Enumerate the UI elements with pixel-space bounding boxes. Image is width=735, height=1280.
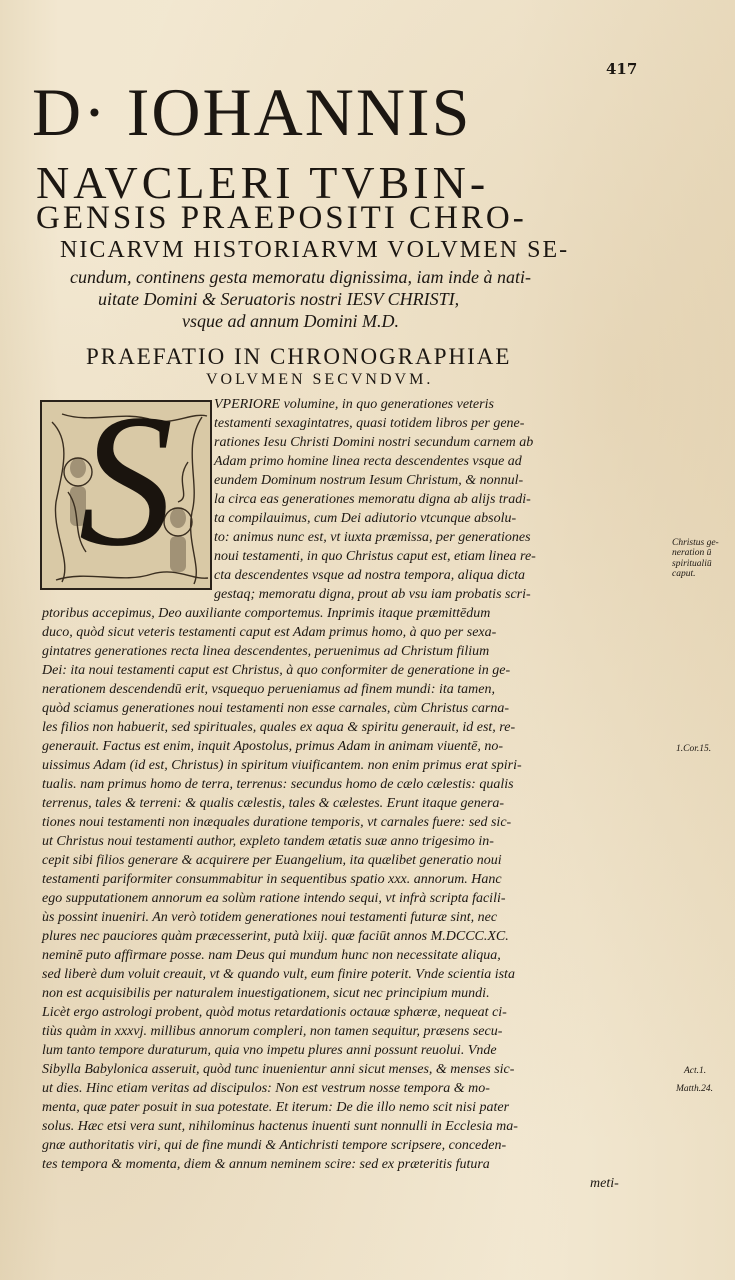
subtitle-line: vsque ad annum Domini M.D. <box>182 311 399 331</box>
margin-note-line: neration ū <box>672 548 712 559</box>
body-line: terrenus, tales & terreni: & qualis cælestis, tales & cælestes. Erunt itaque genera- <box>42 796 505 811</box>
body-line: sed liberè dum voluit creauit, vt & quando vult, eum finire poterit. Vnde scientia ista <box>42 967 515 982</box>
body-line: ùs possint inueniri. An verò totidem generationes noui testamenti futuræ sint, nec <box>42 910 498 925</box>
body-line: menta, quæ pater posuit in sua potestate. Et iterum: De die illo nemo scit nisi pater <box>42 1100 510 1115</box>
title-line-3: GENSIS PRAEPOSITI CHRO- <box>36 200 527 236</box>
body-line: ptoribus accepimus, Deo auxiliante comportemus. Inprimis itaque præmittēdum <box>42 606 491 621</box>
decorated-initial <box>40 400 212 590</box>
body-line: cta descendentes vsque ad nostra tempora, aliqua dicta <box>214 568 526 583</box>
margin-note-line: Act.1. <box>684 1066 707 1076</box>
body-line: la circa eas generationes memoratu digna ab alijs tradi- <box>214 492 531 507</box>
catchword: meti- <box>590 1176 619 1191</box>
body-line: ut dies. Hinc etiam veritas ad discipulos: Non est vestrum nosse tempora & mo- <box>42 1081 490 1096</box>
preface-heading: PRAEFATIO IN CHRONOGRAPHIAE <box>86 344 512 369</box>
title-line-4: NICARVM HISTORIARVM VOLVMEN SE- <box>60 237 570 263</box>
body-line: gintatres generationes recta linea descendentes, peruenimus ad Christum filium <box>42 644 490 659</box>
subtitle-line: uitate Domini & Seruatoris nostri IESV CHRISTI, <box>98 289 460 309</box>
body-line: quòd sciamus generationes noui testamenti non esse carnales, cùm Christus carna- <box>42 701 510 716</box>
body-line: Licèt ergo astrologi probent, quòd motus retardationis octauæ sphæræ, nequeat ci- <box>42 1005 507 1020</box>
body-line: testamenti sexagintatres, quasi totidem libros per gene- <box>214 416 525 431</box>
body-line: tiùs quàm in xxxvj. millibus annorum compleri, non tamen sequitur, præsens secu- <box>42 1024 503 1039</box>
title-line-1: D· IOHANNIS <box>32 74 472 150</box>
margin-note-line: Christus ge- <box>672 538 719 548</box>
margin-note-line: caput. <box>672 569 696 580</box>
body-line: generauit. Factus est enim, inquit Apostolus, primus Adam in animam viuentē, no- <box>42 739 504 754</box>
margin-note <box>684 1066 706 1076</box>
body-line: Sibylla Babylonica asseruit, quòd tunc inuenientur anni sicut menses, & menses sic- <box>42 1062 515 1077</box>
body-line: lum tanto tempore duraturum, quia vno impetu plures anni possunt reuolui. Vnde <box>42 1043 497 1058</box>
body-line: nerationem descendendū erit, vsquequo perueniamus ad finem mundi: ita tamen, <box>42 682 495 697</box>
subtitle-line: cundum, continens gesta memoratu dignissima, iam inde à nati- <box>70 267 531 287</box>
body-line: to: animus nunc est, vt iuxta præmissa, per generationes <box>214 530 531 545</box>
body-line: tes tempora & momenta, diem & annum neminem scire: sed ex præteritis futura <box>42 1157 490 1172</box>
body-line: plures nec pauciores quàm præcesserint, putà lxiij. quæ faciūt annos M.DCCC.XC. <box>42 929 509 944</box>
body-line: testamenti pariformiter consummabitur in sequentibus spatio xxx. annorum. Hanc <box>42 872 502 887</box>
page-number: 417 <box>606 60 638 78</box>
margin-note-line: spiritualiū <box>672 558 712 569</box>
body-line: noui testamenti, in quo Christus caput est, etiam linea re- <box>214 549 536 564</box>
body-line: Adam primo homine linea recta descendentes vsque ad <box>214 454 522 469</box>
body-line: duco, quòd sicut veteris testamenti caput est Adam primus homo, à quo per sexa- <box>42 625 497 640</box>
body-line: neminē puto affirmare posse. nam Deus qui mundum hunc non necessitate aliqua, <box>42 948 501 963</box>
body-line: ego supputationem annorum ea solùm ratione intendo sequi, vt infrà scripta facili- <box>42 891 506 906</box>
body-line: gnæ authoritatis viri, qui de fine mundi & Antichristi tempore scripsere, conceden- <box>42 1138 507 1153</box>
margin-note <box>676 1084 713 1094</box>
margin-note-line: 1.Cor.15. <box>676 744 712 754</box>
body-line: solus. Hæc etsi vera sunt, nihilominus hactenus inuenti sunt nonnulli in Ecclesia ma- <box>42 1119 518 1134</box>
preface-subheading: VOLVMEN SECVNDVM. <box>206 371 434 388</box>
title-line-2: NAVCLERI TVBIN- <box>36 157 490 208</box>
body-line: ta compilauimus, cum Dei adiutorio vtcunque absolu- <box>214 511 517 526</box>
body-line: VPERIORE volumine, in quo generationes veteris <box>214 397 494 412</box>
body-line: non est acquisibilis per naturalem inuestigationem, sicut nec principium mundi. <box>42 986 490 1001</box>
body-line: gestaq; memoratu digna, prout ab vsu iam probatis scri- <box>214 587 531 602</box>
body-line: ut Christus noui testamenti author, expleto tandem ætatis suæ anno trigesimo in- <box>42 834 494 849</box>
body-line: eundem Dominum nostrum Iesum Christum, & nonnul- <box>214 473 524 488</box>
margin-note <box>676 744 711 754</box>
margin-note <box>672 538 719 580</box>
body-line: tualis. nam primus homo de terra, terrenus: secundus homo de cælo cælestis: qualis <box>42 777 514 792</box>
body-line: Dei: ita noui testamenti caput est Christus, à quo conformiter de generatione in ge- <box>42 663 511 678</box>
body-line: tiones noui testamenti non inæquales duratione temporis, vt carnales fuere: sed sic- <box>42 815 512 830</box>
body-line: uissimus Adam (id est, Christus) in spiritum viuificantem. non enim primus erat spiri- <box>42 758 522 773</box>
body-line: cepit sibi filios generare & acquirere per Euangelium, ita quælibet generatio noui <box>42 853 502 868</box>
body-line: les filios non habuerit, sed spirituales, quales ex aqua & spiritu generauit, id est, re- <box>42 720 516 735</box>
body-line: rationes Iesu Christi Domini nostri secundum carnem ab <box>214 435 534 450</box>
margin-note-line: Matth.24. <box>676 1084 713 1094</box>
initial-letter: S <box>78 400 174 586</box>
